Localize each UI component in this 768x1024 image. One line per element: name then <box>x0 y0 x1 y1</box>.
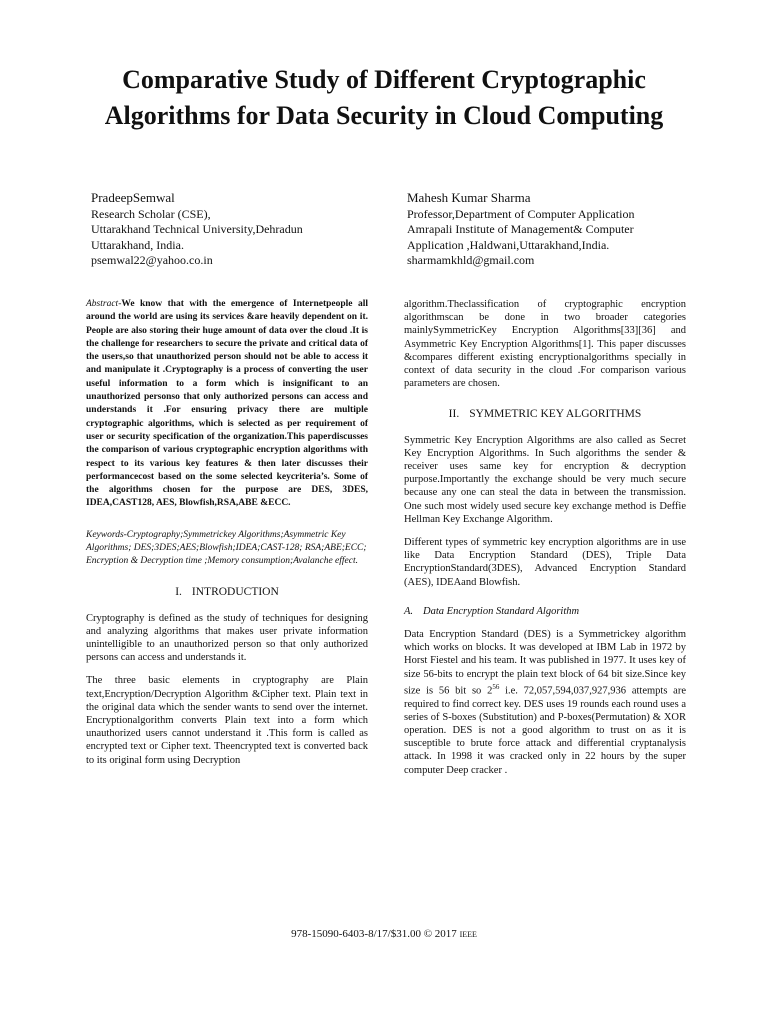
abstract-text: We know that with the emergence of Internetpeople all around the world are using its services &are heavily dependent on it. People are also storing their huge amount of data over the cloud .It is the challenge for researchers to secure the private and critical data of the users,so that unauthorized person should not be able to access it and manipulate it .Cryptography is a process of converting the user useful information to a form which is insignificant to an unauthorized personso that only authorized persons can access and understands it .For ensuring privacy there are multiple cryptographic algorithms, which is selected as per requirement of user or security specification of the organization.This paperdiscusses the comparison of various cryptographic encryption algorithms with respect to its various key features & then later discusses their performancecost based on the some selected keycriteria’s. Some of the algorithms chosen for the purpose are DES, 3DES, IDEA,CAST128, AES, Blowfish,RSA,ABE &ECC. <box>86 299 368 509</box>
intro-paragraph-1: Cryptography is defined as the study of techniques for designing and analyzing algorithms that makes user private information unintelligible to an unauthorized person so that only authorized persons can access and understands it. <box>86 612 368 664</box>
author-name: PradeepSemwal <box>91 190 175 205</box>
section-number: I. <box>175 586 182 599</box>
author-affiliation: Research Scholar (CSE), <box>91 206 211 221</box>
subsection-heading-des <box>404 605 686 618</box>
intro-continuation-paragraph: algorithm.Theclassification of cryptographic encryption algorithmscan be done in two broader categories mainlySymmetricKey Encryption Algorithms[33][36] and Asymmetric Key Encryption Algorithms[1]. This paper discusses &compares different existing encryptionalgorithms specially in context of data security in the cloud .For comparison various parameters are chosen. <box>404 299 686 390</box>
section-title: SYMMETRIC KEY ALGORITHMS <box>469 408 642 421</box>
right-column <box>404 298 686 787</box>
abstract-label: Abstract- <box>86 299 122 309</box>
intro-paragraph-2: The three basic elements in cryptography are Plain text,Encryption/Decryption Algorithm &Cipher text. Plain text in the original data which the sender wants to send over the internet. Encryptionalgorithm converts Plain text into a form which unauthorized users cannot understand it .This form is called as encrypted text or Cipher text. Theencrypted text is converted back to its original form using Decryption <box>86 675 368 766</box>
author-affiliation: Amrapali Institute of Management& Computer <box>407 222 634 237</box>
author-email: psemwal22@yahoo.co.in <box>91 253 213 268</box>
des-paragraph <box>404 628 686 777</box>
abstract <box>86 298 368 511</box>
subsection-title: Data Encryption Standard Algorithm <box>423 605 580 617</box>
author-affiliation: Uttarakhand Technical University,Dehradun <box>91 222 303 237</box>
section-heading-symmetric <box>404 408 686 421</box>
exponent: 56 <box>492 682 500 691</box>
symmetric-paragraph-1: Symmetric Key Encryption Algorithms are also called as Secret Key Encryption Algorithms. In Such algorithms the sender & receiver uses same key for encryption & decryption purpose.Importantly the exchange should be very much secure because any one can steal the data in between the transmission. One such most widely used secure key exchange method is Deffie Hellman Key Exchange Algorithm. <box>404 434 686 525</box>
left-column <box>86 298 368 777</box>
author-email: sharmamkhld@gmail.com <box>407 253 535 268</box>
des-text-1: Data Encryption Standard (DES) is a Symmetrickey algorithm which works on blocks. It was developed at IBM Lab in 1972 by Horst Fiestel and his team. It was published in 1977. It uses key of size 56-bits to encrypt the plain text block of 64 bit size.Since key size is 56 bit so 2 <box>404 629 686 697</box>
author-name: Mahesh Kumar Sharma <box>407 190 531 205</box>
paper-title: Comparative Study of Different Cryptographic Algorithms for Data Security in Cloud Computing <box>104 65 664 130</box>
subsection-number: A. <box>404 605 414 617</box>
des-text-2: i.e. 72,057,594,037,927,936 attempts are required to find correct key. DES uses 19 rounds each round uses a series of S-boxes (Substitution) and P-boxes(Permutation) & XOR operation. DES is not a good algorithm to trust on as it is susceptible to brute force attack and differential cryptanalysis attack. In 1998 it was cracked only in 22 hours by the super computer Deep cracker . <box>404 685 686 776</box>
footer-org: IEEE <box>459 930 477 939</box>
footer-text: 978-15090-6403-8/17/$31.00 © 2017 <box>291 928 460 940</box>
section-heading-introduction <box>86 586 368 599</box>
symmetric-paragraph-2: Different types of symmetric key encryption algorithms are in use like Data Encryption Standard (DES), Triple Data EncryptionStandard(3DES), Advanced Encryption Standard (AES), IDEAand Blowfish. <box>404 537 686 588</box>
author-block-2 <box>407 190 634 269</box>
keywords: Keywords-Cryptography;Symmetrickey Algorithms;Asymmetric Key Algorithms; DES;3DES;AES;Blowfish;IDEA;CAST-128; RSA;ABE;ECC; Encryption & Decryption time ;Memory consumption;Avalanche effect. <box>86 529 367 567</box>
section-number: II. <box>448 408 460 421</box>
author-affiliation: Application ,Haldwani,Uttarakhand,India. <box>407 237 610 252</box>
author-affiliation: Professor,Department of Computer Application <box>407 206 635 221</box>
author-affiliation: Uttarakhand, India. <box>91 237 184 252</box>
author-block-1 <box>91 190 303 269</box>
section-title: INTRODUCTION <box>191 586 279 599</box>
copyright-footer <box>0 928 768 940</box>
